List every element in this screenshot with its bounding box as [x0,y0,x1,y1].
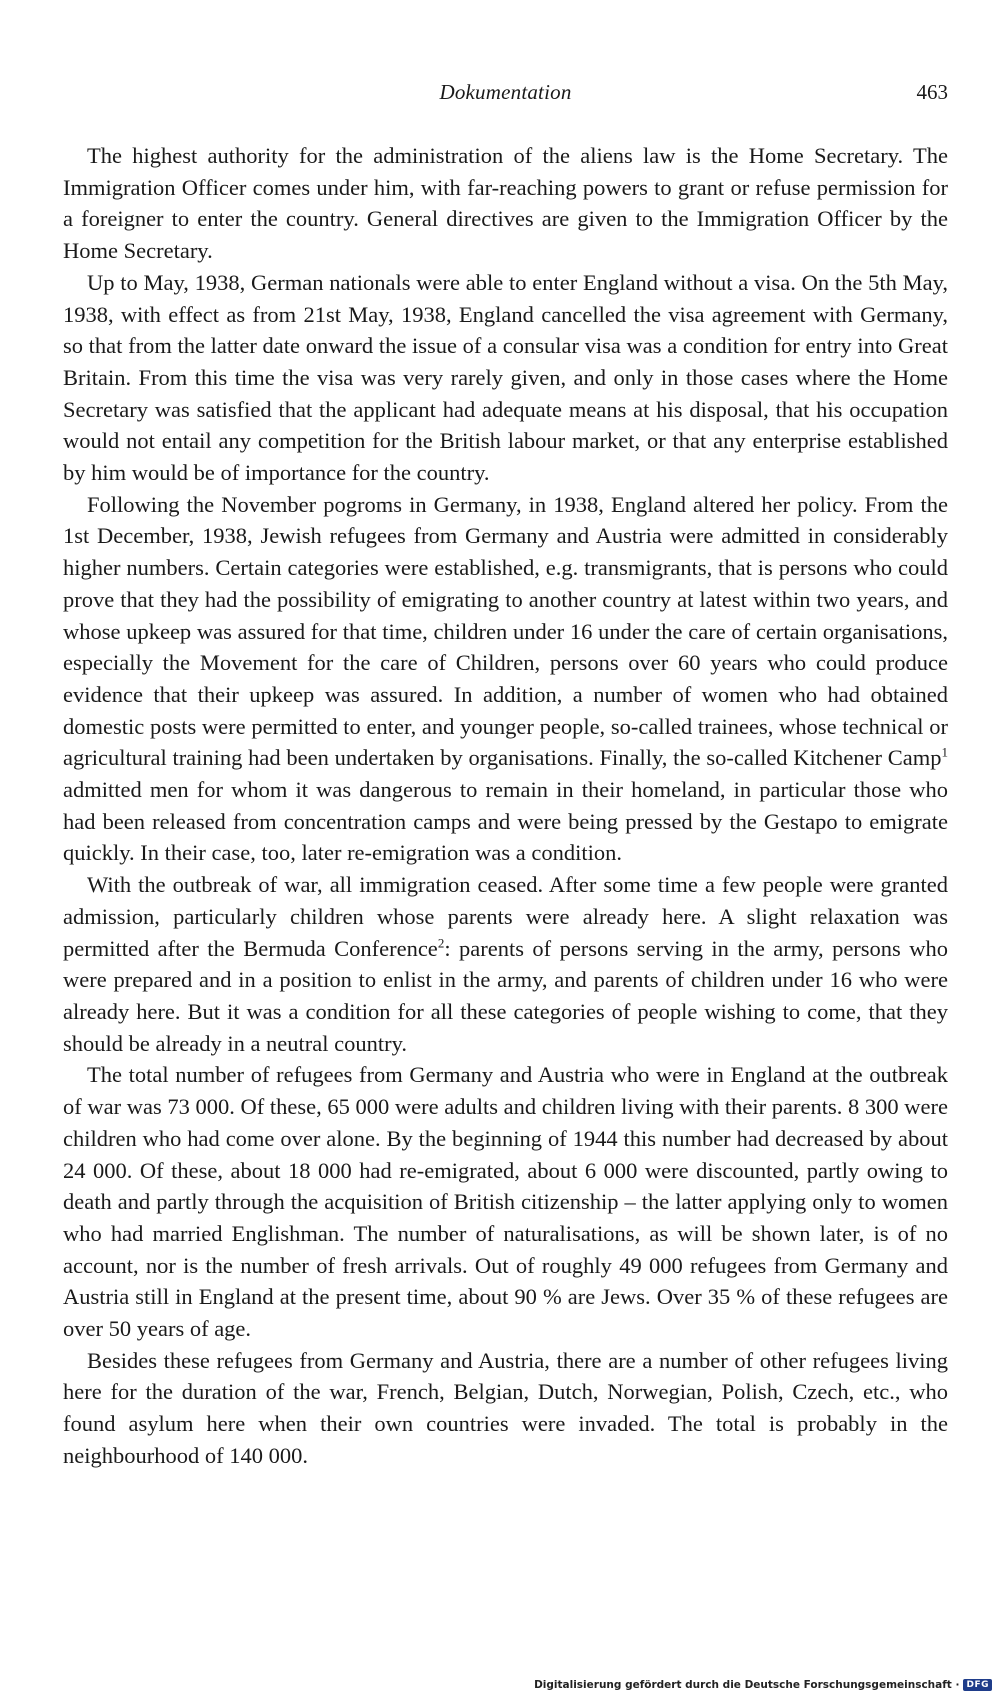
paragraph-text: : parents of persons serving in the army, persons who were prepared and in a position to enlist in the army, and parents of children under 16 who were already here. But it was a condition for all these categories of people wishing to come, that they should be already in a neutral country. [63,935,948,1056]
dfg-logo: DFG [963,1679,992,1691]
paragraph-4 [63,869,948,1059]
footnote-marker-1: 1 [941,744,948,760]
paragraph-3 [63,489,948,869]
page-header [63,80,948,112]
paragraph-text: Besides these refugees from Germany and Austria, there are a number of other refugees living here for the duration of the war, French, Belgian, Dutch, Norwegian, Polish, Czech, etc., who found asylum here when their own countries were invaded. The total is probably in the neighbourhood of 140 000. [63,1347,948,1468]
paragraph-text: admitted men for whom it was dangerous to remain in their homeland, in particular those who had been released from concentration camps and were being pressed by the Gestapo to emigrate quickly. In their case, too, later re-emigration was a condition. [63,777,948,866]
paragraph-text: Following the November pogroms in Germany, in 1938, England altered her policy. From the 1st December, 1938, Jewish refugees from Germany and Austria were admitted in considerably higher numbers. Certain categories were established, e.g. transmigrants, that is persons who could prove that they had the possibility of emigrating to another country at latest within two years, and whose upkeep was assured for that time, children under 16 under the care of certain organisations, especially the Movement for the care of Children, persons over 60 years who could produce evidence that their upkeep was assured. In addition, a number of women who had obtained domestic posts were permitted to enter, and younger people, so-called trainees, whose technical or agricultural training had been undertaken by organisations. Finally, the so-called Kitchener Camp [63,491,948,771]
running-head: Dokumentation [439,80,572,104]
footnote-marker-2: 2 [437,935,445,951]
digitization-credit [534,1679,992,1691]
page-number: 463 [916,80,948,104]
paragraph-2 [63,267,948,489]
credit-text: Digitalisierung gefördert durch die Deutsche Forschungsgemeinschaft · [534,1679,960,1691]
paragraph-6 [63,1345,948,1472]
paragraph-text: With the outbreak of war, all immigration ceased. After some time a few people were granted admission, particularly children whose parents were already here. A slight relaxation was permitted after the Bermuda Conference [63,872,948,961]
paragraph-1 [63,140,948,267]
paragraph-text: Up to May, 1938, German nationals were able to enter England without a visa. On the 5th May, 1938, with effect as from 21st May, 1938, England cancelled the visa agreement with Germany, so that from the latter date onward the issue of a consular visa was a condition for entry into Great Britain. From this time the visa was very rarely given, and only in those cases where the Home Secretary was satisfied that the applicant had adequate means at his disposal, that his occupation would not entail any competition for the British labour market, or that any enterprise established by him would be of importance for the country. [63,269,948,486]
paragraph-text: The highest authority for the administration of the aliens law is the Home Secretary. The Immigration Officer comes under him, with far-reaching powers to grant or refuse permission for a foreigner to enter the country. General directives are given to the Immigration Officer by the Home Secretary. [63,143,948,264]
paragraph-5 [63,1059,948,1344]
paragraph-text: The total number of refugees from Germany and Austria who were in England at the outbreak of war was 73 000. Of these, 65 000 were adults and children living with their parents. 8 300 were children who had come over alone. By the beginning of 1944 this number had decreased by about 24 000. Of these, about 18 000 had re-emigrated, about 6 000 were discounted, partly owing to death and partly through the acquisition of British citizenship – the latter applying only to women who had married Englishman. The number of naturalisations, as will be shown later, is of no account, nor is the number of fresh arrivals. Out of roughly 49 000 refugees from Germany and Austria still in England at the present time, about 90 % are Jews. Over 35 % of these refugees are over 50 years of age. [63,1062,948,1342]
body-text [63,140,948,1472]
